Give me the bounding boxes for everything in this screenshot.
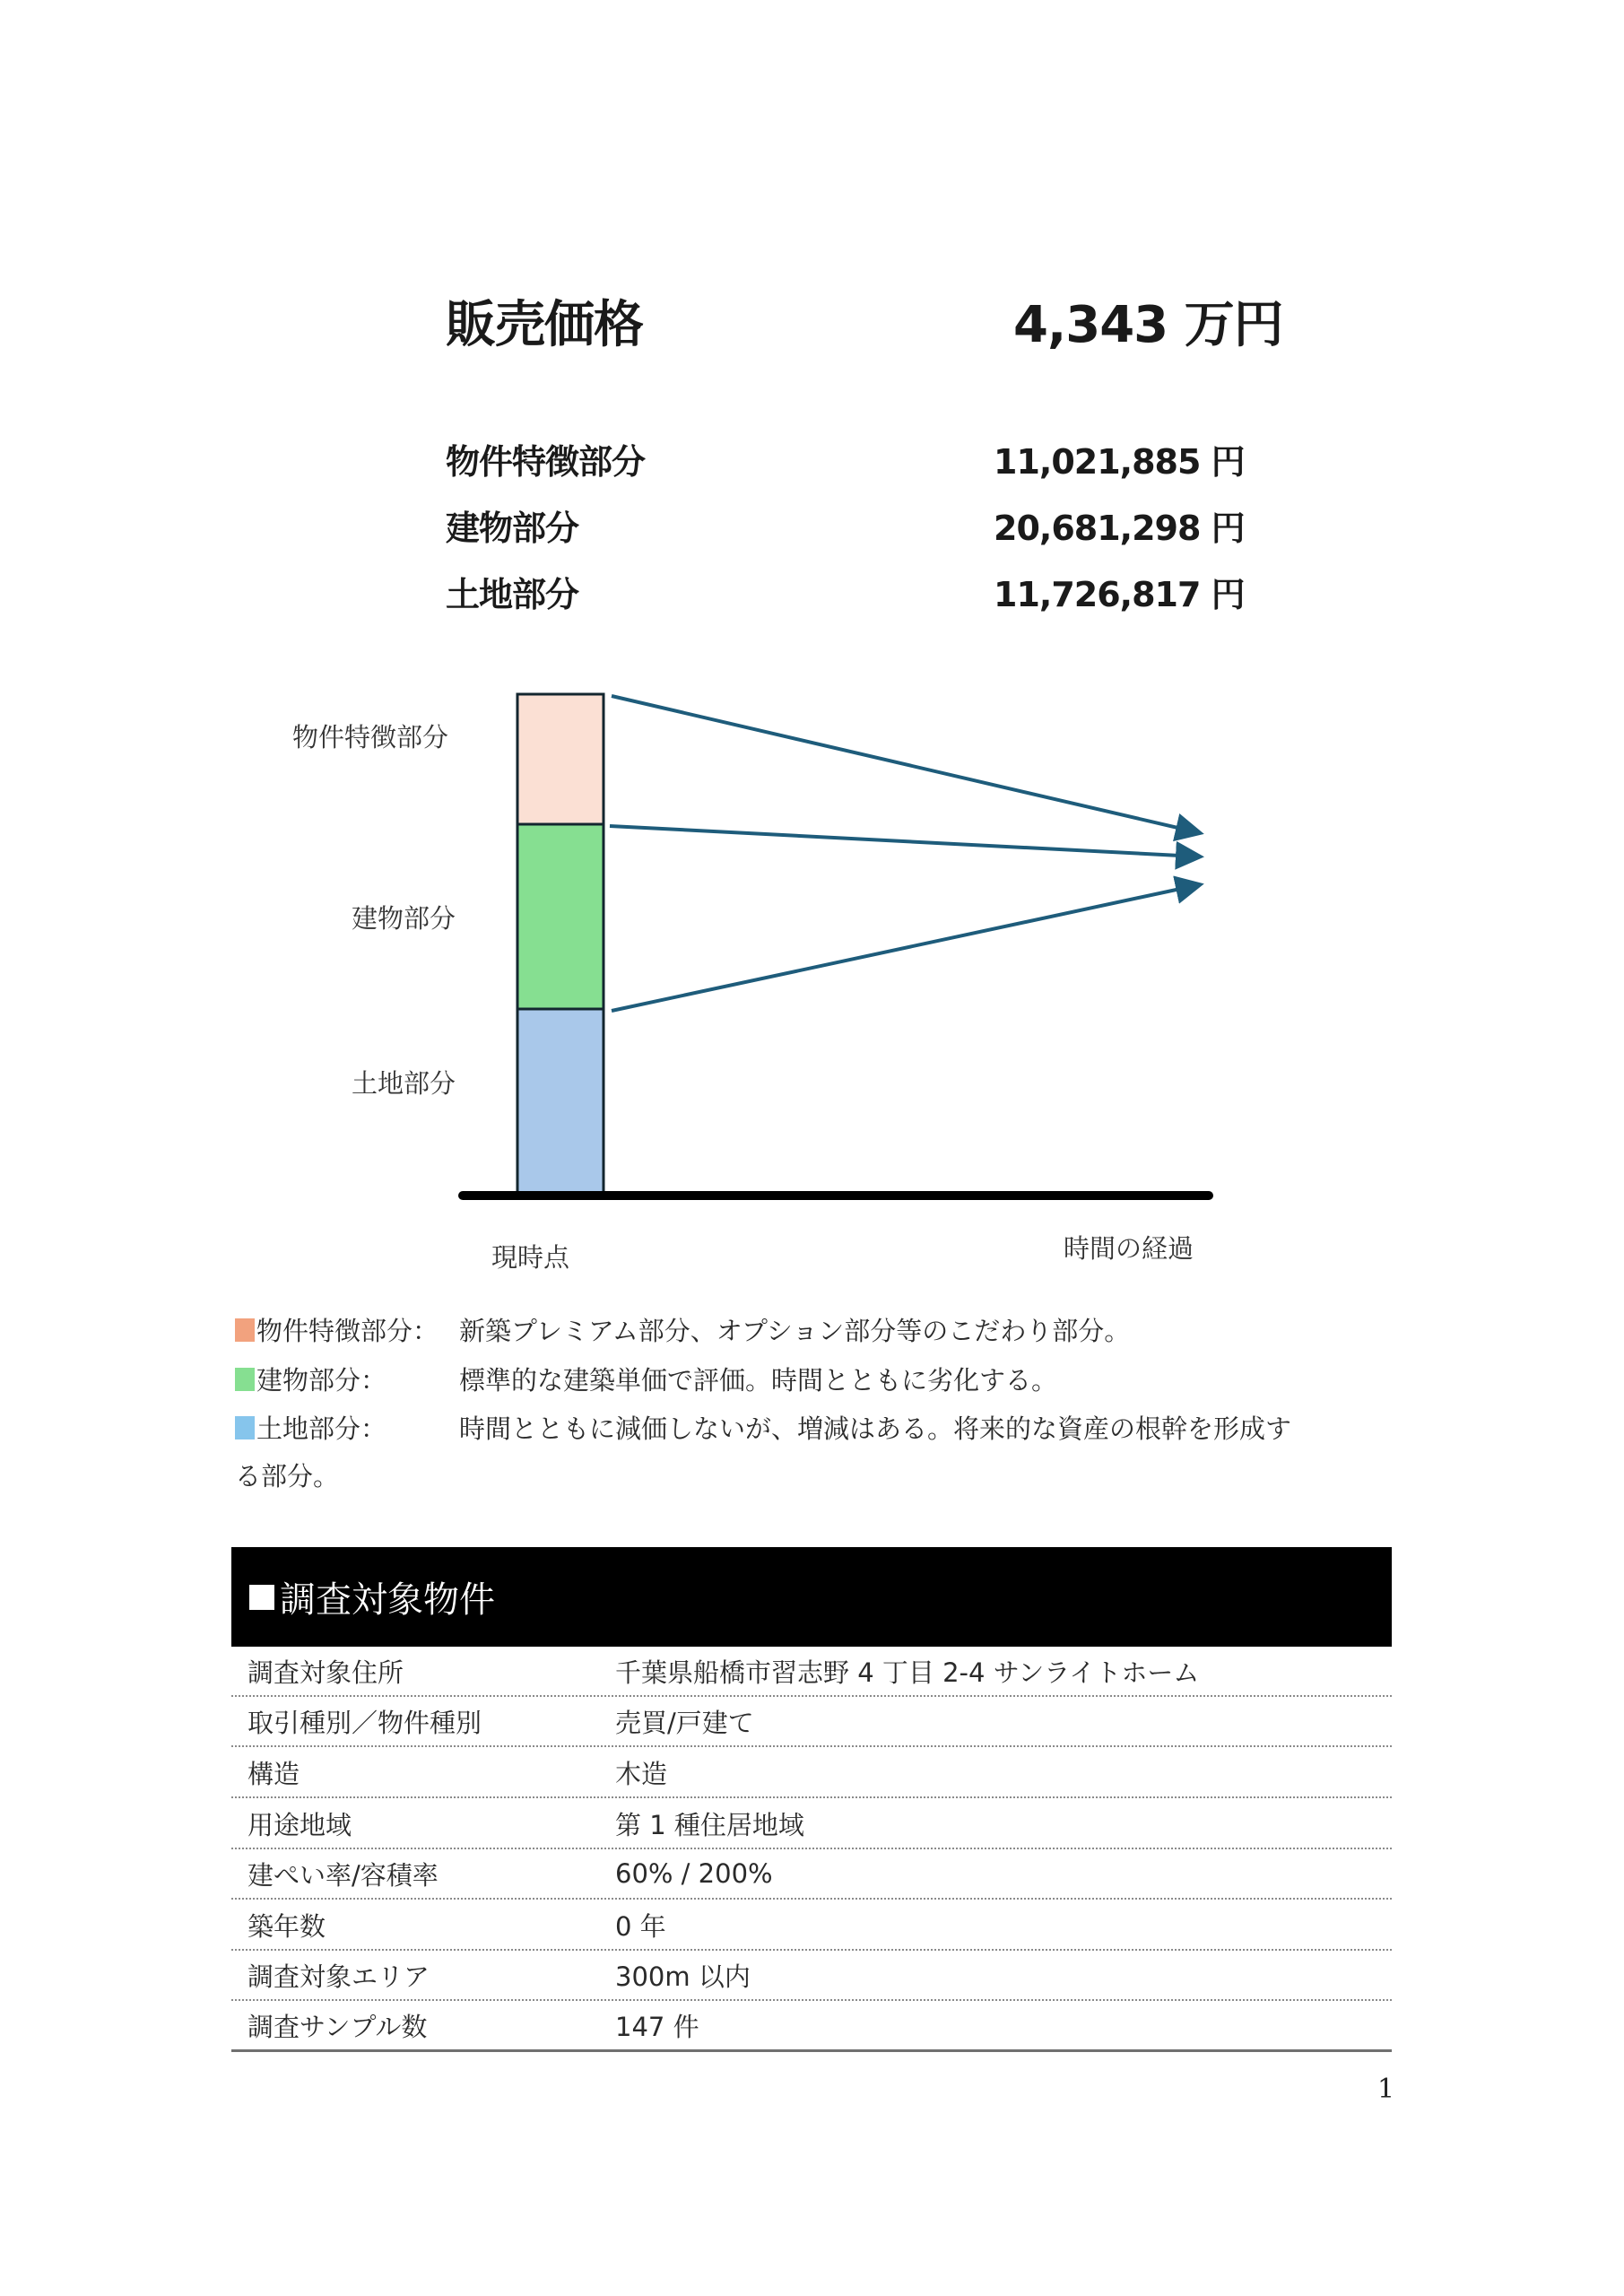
legend-continuation: る部分。 — [235, 1461, 340, 1492]
table-row: 建ぺい率/容積率 60% / 200% — [231, 1849, 1392, 1900]
table-row: 調査対象エリア 300m 以内 — [231, 1951, 1392, 2001]
swatch-building-icon — [235, 1368, 255, 1391]
arrow-building-icon — [610, 826, 1197, 857]
price-value: 4,343 万円 — [1013, 296, 1283, 354]
arrow-land-icon — [612, 885, 1197, 1011]
page-number: 1 — [1377, 2074, 1395, 2105]
breakdown-value-building: 20,681,298 円 — [994, 509, 1245, 548]
breakdown-value-feature: 11,021,885 円 — [994, 442, 1245, 482]
segment-label-land: 土地部分 — [352, 1068, 456, 1099]
breakdown-value-land: 11,726,817 円 — [994, 575, 1245, 614]
segment-label-feature: 物件特徴部分 — [292, 722, 449, 752]
segment-label-building: 建物部分 — [352, 903, 456, 934]
breakdown-label-feature: 物件特徴部分 — [446, 442, 646, 482]
legend-item-land: 土地部分： 時間とともに減価しないが、増減はある。将来的な資産の根幹を形成す — [235, 1409, 1291, 1446]
table-row: 取引種別／物件種別 売買/戸建て — [231, 1697, 1392, 1747]
table-row: 調査対象住所 千葉県船橋市習志野 4 丁目 2-4 サンライトホーム — [231, 1647, 1392, 1697]
square-bullet-icon — [249, 1585, 274, 1610]
swatch-land-icon — [235, 1416, 255, 1439]
arrow-feature-icon — [612, 696, 1197, 832]
table-title: 調査対象物件 — [231, 1547, 1392, 1647]
breakdown-label-land: 土地部分 — [446, 575, 579, 614]
bar-segment-feature — [517, 694, 604, 824]
legend-item-feature: 物件特徴部分： 新築プレミアム部分、オプション部分等のこだわり部分。 — [235, 1311, 1130, 1348]
price-label: 販売価格 — [446, 296, 643, 354]
table-row: 構造 木造 — [231, 1748, 1392, 1798]
swatch-feature-icon — [235, 1318, 255, 1342]
table-row: 築年数 0 年 — [231, 1900, 1392, 1951]
x-label-now: 現時点 — [491, 1242, 570, 1273]
breakdown-label-building: 建物部分 — [446, 509, 579, 548]
bar-segment-land — [517, 1009, 604, 1194]
table-row: 用途地域 第 1 種住居地域 — [231, 1799, 1392, 1849]
table-row: 調査サンプル数 147 件 — [231, 2002, 1392, 2052]
bar-segment-building — [517, 824, 604, 1009]
legend-item-building: 建物部分： 標準的な建築単価で評価。時間とともに劣化する。 — [235, 1361, 1057, 1397]
x-label-time-elapsed: 時間の経過 — [1064, 1233, 1194, 1264]
